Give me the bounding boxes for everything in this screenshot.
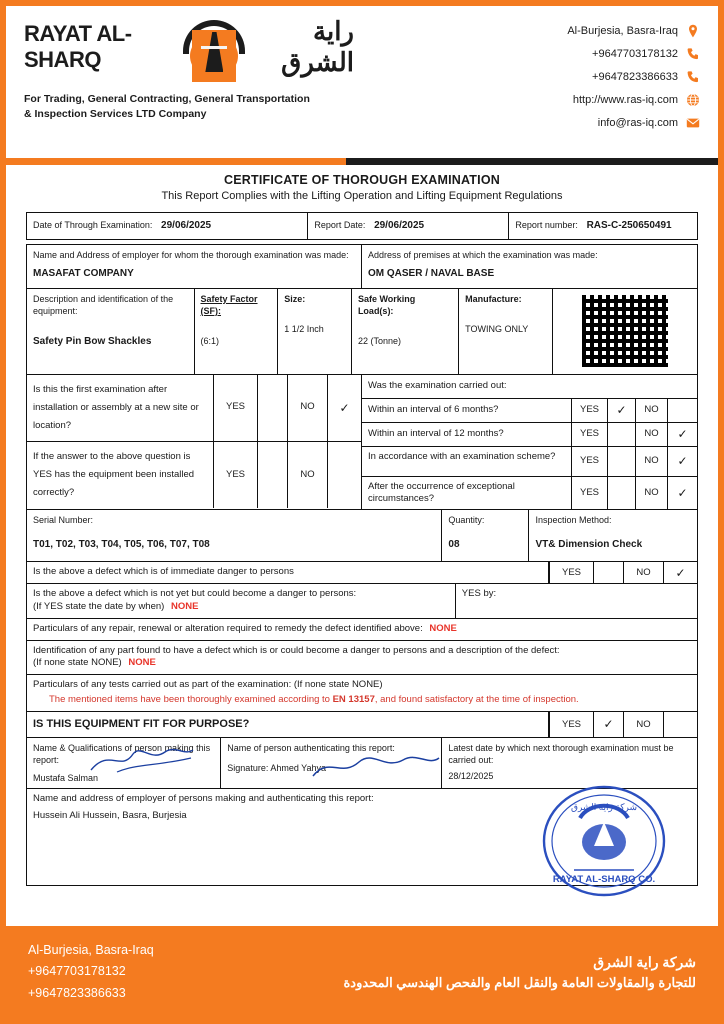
location-pin-icon	[686, 24, 700, 38]
interval-12-no-box[interactable]: ✓	[667, 423, 697, 446]
contact-list	[567, 16, 700, 139]
question-installed-correctly-label: If the answer to the above question is YES has the equipment been installed correctly?	[33, 450, 195, 499]
signature-ahmed	[311, 752, 441, 786]
q2-yes-label: YES	[213, 442, 257, 508]
logo-arabic-text: راية الشرق	[281, 16, 354, 77]
carried-out-label: Was the examination carried out:	[362, 375, 697, 399]
employer-cell	[27, 245, 362, 288]
exam-scheme-yes-box[interactable]	[607, 447, 635, 476]
interval-12-yes-label: YES	[571, 423, 607, 446]
employer-value: MASAFAT COMPANY	[33, 267, 134, 279]
page-subtitle: This Report Complies with the Lifting Operation and Lifting Equipment Regulations	[161, 190, 563, 202]
next-exam-label: Latest date by which next thorough examination must be carried out:	[448, 742, 674, 765]
company-stamp	[540, 782, 668, 900]
q2-yes-box[interactable]	[257, 442, 287, 508]
immediate-danger-label: Is the above a defect which is of immediate danger to persons	[27, 562, 549, 583]
premises-cell	[362, 245, 697, 288]
fit-for-purpose-label: IS THIS EQUIPMENT FIT FOR PURPOSE?	[27, 712, 549, 737]
authenticating-value: Signature: Ahmed Yahya	[227, 762, 327, 773]
document-title-block	[6, 165, 718, 208]
quantity-cell	[442, 510, 529, 561]
contact-phone-2-text: +9647823386633	[592, 71, 678, 83]
signature-mustafa	[87, 742, 197, 778]
next-exam-value: 28/12/2025	[448, 771, 494, 782]
globe-icon	[686, 93, 700, 107]
qr-code-cell	[553, 289, 697, 374]
exceptional-yes-label: YES	[571, 477, 607, 510]
document-header	[6, 6, 718, 156]
yes-by-cell	[456, 584, 697, 618]
serial-cell	[27, 510, 442, 561]
interval-12-label: Within an interval of 12 months?	[368, 427, 504, 439]
oil-rig-gear-icon	[177, 16, 251, 78]
contact-address	[567, 24, 700, 38]
person-making-label: Name & Qualifications of person making this report:	[33, 742, 211, 765]
serial-value: T01, T02, T03, T04, T05, T06, T07, T08	[33, 539, 210, 551]
qr-code	[582, 295, 668, 367]
size-value: 1 1/2 Inch	[284, 323, 324, 334]
becoming-danger-cell	[27, 584, 456, 618]
tests-standard: EN 13157	[332, 694, 375, 705]
tests-cell	[27, 675, 697, 711]
tagline-line-2: & Inspection Services LTD Company	[24, 108, 207, 121]
premises-label: Address of premises at which the examination was made:	[368, 249, 598, 260]
tagline-line-1: For Trading, General Contracting, General Transportation	[24, 93, 310, 105]
page-title: CERTIFICATE OF THOROUGH EXAMINATION	[224, 173, 500, 187]
q1-yes-box[interactable]	[257, 375, 287, 441]
identification-line2: (If none state NONE)	[33, 657, 122, 669]
left-questions-block	[27, 375, 362, 510]
becoming-danger-line1: Is the above a defect which is not yet but could become a danger to persons:	[33, 588, 357, 600]
employer-of-persons-label: Name and address of employer of persons making and authenticating this report:	[33, 793, 374, 805]
manufacture-label: Manufacture:	[465, 293, 522, 304]
phone-icon	[686, 70, 700, 84]
equipment-desc-label: Description and identification of the equipment:	[33, 293, 174, 316]
q2-no-label: NO	[287, 442, 327, 508]
becoming-danger-none: NONE	[170, 600, 199, 612]
exam-scheme-no-box[interactable]: ✓	[667, 447, 697, 476]
q2-no-box[interactable]	[327, 442, 361, 508]
report-date-label: Report Date:	[314, 220, 366, 230]
becoming-danger-line2: (If YES state the date by when)	[33, 600, 165, 612]
person-making-report-cell	[27, 738, 221, 788]
yes-by-label: YES by:	[461, 588, 497, 600]
exceptional-no-label: NO	[635, 477, 667, 510]
question-first-exam-label: Is this the first examination after installation or assembly at a new site or location?	[33, 383, 199, 431]
report-date-cell	[308, 213, 509, 239]
immediate-yes-label: YES	[549, 562, 593, 583]
svg-text:RAYAT AL-SHARQ CO.: RAYAT AL-SHARQ CO.	[552, 874, 656, 885]
contact-website[interactable]	[567, 93, 700, 107]
fit-yes-box[interactable]: ✓	[593, 712, 623, 737]
manufacture-value: TOWING ONLY	[465, 323, 529, 334]
report-date-value: 29/06/2025	[374, 220, 425, 231]
interval-12-yes-box[interactable]	[607, 423, 635, 446]
authenticating-person-cell	[221, 738, 442, 788]
immediate-no-label: NO	[623, 562, 663, 583]
safety-factor-label: Safety Factor (SF):	[200, 293, 258, 316]
contact-address-text: Al-Burjesia, Basra-Iraq	[567, 25, 678, 37]
serial-label: Serial Number:	[33, 515, 94, 526]
person-making-value: Mustafa Salman	[33, 773, 99, 784]
size-label: Size:	[284, 293, 306, 304]
logo-english-text: RAYAT AL-SHARQ	[24, 21, 132, 72]
q1-yes-label: YES	[213, 375, 257, 441]
interval-6-no-box[interactable]	[667, 399, 697, 422]
contact-phone-1	[567, 47, 700, 61]
swl-label: Safe Working Load(s):	[357, 293, 416, 316]
swl-value: 22 (Tonne)	[357, 336, 401, 347]
inspection-method-value: VT& Dimension Check	[535, 539, 643, 551]
exam-scheme-label: In accordance with an examination scheme?	[368, 450, 556, 462]
tests-value-pre: The mentioned items have been thoroughly examined according to	[49, 694, 333, 705]
interval-6-no-label: NO	[635, 399, 667, 422]
safety-factor-value: (6:1)	[200, 336, 220, 347]
inspection-method-label: Inspection Method:	[535, 515, 612, 526]
exceptional-circumstances-label: After the occurrence of exceptional circumstances?	[368, 480, 515, 504]
employer-of-persons-value: Hussein Ali Hussein, Basra, Burjesia	[33, 810, 187, 822]
footer-address: Al-Burjesia, Basra-Iraq	[28, 943, 154, 958]
footer-phone-1: +9647703178132	[28, 964, 126, 979]
envelope-icon	[686, 116, 700, 130]
exceptional-no-box[interactable]: ✓	[667, 477, 697, 510]
right-questions-block	[362, 375, 697, 510]
exam-date-cell	[27, 213, 308, 239]
repair-cell	[27, 619, 697, 640]
svg-text:شركة راية الشرق: شركة راية الشرق	[570, 802, 638, 812]
employer-label: Name and Address of employer for whom the thorough examination was made:	[33, 249, 349, 260]
contact-email-text[interactable]: info@ras-iq.com	[597, 117, 678, 129]
q1-no-label: NO	[287, 375, 327, 441]
interval-6-yes-box[interactable]: ✓	[607, 399, 635, 422]
report-number-cell	[509, 213, 697, 239]
safety-factor-cell	[195, 289, 279, 374]
fit-no-label: NO	[623, 712, 663, 737]
exam-date-value: 29/06/2025	[161, 220, 212, 231]
footer-phone-2: +9647823386633	[28, 985, 126, 1000]
next-exam-date-cell	[442, 738, 697, 788]
exam-scheme-no-label: NO	[635, 447, 667, 476]
repair-none: NONE	[429, 622, 457, 634]
header-divider	[6, 158, 718, 165]
interval-6-label: Within an interval of 6 months?	[368, 403, 499, 415]
contact-email[interactable]	[567, 116, 700, 130]
tests-label: Particulars of any tests carried out as part of the examination: (If none state NONE)	[33, 679, 383, 691]
contact-website-text[interactable]: http://www.ras-iq.com	[572, 94, 678, 106]
topbar-table	[26, 212, 698, 240]
contact-phone-2	[567, 70, 700, 84]
premises-value: OM QASER / NAVAL BASE	[368, 267, 495, 279]
tests-value-post: , and found satisfactory at the time of inspection.	[374, 694, 579, 705]
footer-company-arabic: شركة راية الشرق	[593, 953, 696, 970]
interval-12-no-label: NO	[635, 423, 667, 446]
equipment-desc-cell	[27, 289, 195, 374]
identification-cell	[27, 641, 697, 675]
quantity-label: Quantity:	[448, 515, 485, 526]
contact-phone-1-text: +9647703178132	[592, 48, 678, 60]
phone-icon	[686, 47, 700, 61]
interval-6-yes-label: YES	[571, 399, 607, 422]
identification-none: NONE	[128, 657, 156, 669]
immediate-no-box[interactable]: ✓	[663, 562, 697, 583]
exam-scheme-yes-label: YES	[571, 447, 607, 476]
document-footer	[6, 926, 718, 1018]
immediate-yes-box[interactable]	[593, 562, 623, 583]
manufacture-cell	[459, 289, 553, 374]
inspection-method-cell	[529, 510, 697, 561]
report-number-value: RAS-C-250650491	[586, 220, 672, 231]
exam-date-label: Date of Through Examination:	[33, 220, 153, 230]
equipment-desc-value: Safety Pin Bow Shackles	[33, 336, 152, 348]
fit-yes-label: YES	[549, 712, 593, 737]
q1-no-box[interactable]: ✓	[327, 375, 361, 441]
footer-description-arabic: للتجارة والمقاولات العامة والنقل العام والفحص الهندسي المحدودة	[343, 974, 696, 990]
swl-cell	[352, 289, 459, 374]
fit-no-box[interactable]	[663, 712, 697, 737]
authenticating-label: Name of person authenticating this report:	[227, 742, 395, 753]
exceptional-yes-box[interactable]	[607, 477, 635, 510]
company-logo	[24, 16, 354, 122]
identification-line1: Identification of any part found to have a defect which is or could become a danger to persons and a description of the defect:	[33, 644, 560, 656]
quantity-value: 08	[448, 539, 460, 551]
size-cell	[278, 289, 352, 374]
report-number-label: Report number:	[515, 220, 578, 230]
repair-label: Particulars of any repair, renewal or alteration required to remedy the defect identified above:	[33, 622, 423, 634]
